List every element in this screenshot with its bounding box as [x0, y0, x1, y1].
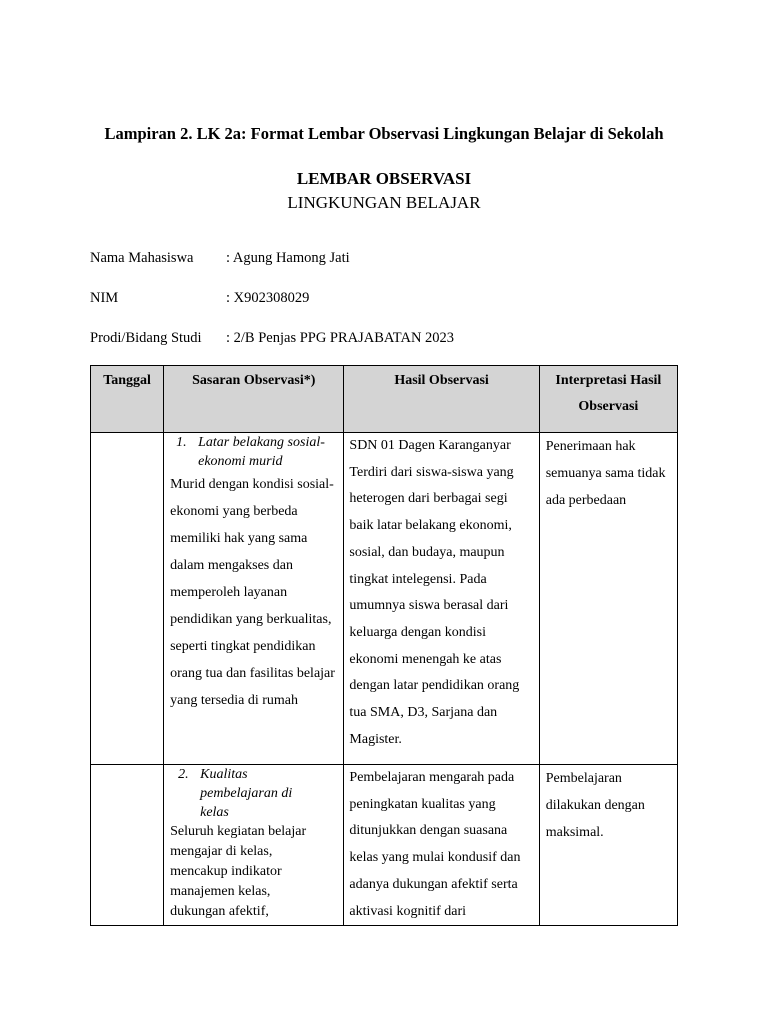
header-tanggal: Tanggal	[91, 366, 164, 433]
cell-interpretasi	[539, 765, 677, 926]
info-label: Prodi/Bidang Studi	[90, 330, 202, 346]
sasaran-description: Murid dengan kondisi sosial-ekonomi yang berbeda memiliki hak yang sama dalam mengakses dan memperoleh layanan pendidikan yang berkualitas, seperti tingkat pendidikan orang tua dan fasilitas belajar yang tersedia di rumah	[170, 477, 335, 708]
table-row	[91, 765, 678, 926]
info-row-prodi	[90, 330, 454, 347]
cell-tanggal	[91, 433, 164, 765]
sasaran-title	[164, 765, 343, 822]
document-subheading: LINGKUNGAN BELAJAR	[287, 193, 481, 212]
sasaran-title	[164, 433, 343, 471]
info-value: : Agung Hamong Jati	[226, 250, 350, 266]
hasil-text: Pembelajaran mengarah pada peningkatan kualitas yang ditunjukkan dengan suasana kelas yang mulai kondusif dan adanya dukungan afektif serta aktivasi kognitif dari	[349, 770, 521, 919]
page-title: Lampiran 2. LK 2a: Format Lembar Observasi Lingkungan Belajar di Sekolah	[104, 124, 664, 143]
header-hasil: Hasil Observasi	[344, 366, 539, 433]
table-row	[91, 433, 678, 765]
sasaran-description: Seluruh kegiatan belajar mengajar di kelas, mencakup indikator manajemen kelas, dukungan afektif,	[170, 824, 307, 919]
info-label: NIM	[90, 290, 119, 306]
interpretasi-text: Penerimaan hak semuanya sama tidak ada perbedaan	[545, 439, 666, 508]
hasil-text: SDN 01 Dagen Karanganyar Terdiri dari siswa-siswa yang heterogen dari berbagai segi baik latar belakang ekonomi, sosial, dan budaya, maupun tingkat intelegensi. Pada umumnya siswa berasal dari keluarga dengan kondisi ekonomi menengah ke atas dengan latar pendidikan orang tua SMA, D3, Sarjana dan Magister.	[349, 438, 520, 747]
list-number: 2.	[178, 767, 189, 782]
header-sasaran: Sasaran Observasi*)	[164, 366, 344, 433]
cell-sasaran	[164, 433, 344, 765]
interpretasi-text: Pembelajaran dilakukan dengan maksimal.	[545, 771, 645, 840]
cell-interpretasi	[539, 433, 677, 765]
header-interpretasi: Interpretasi Hasil Observasi	[539, 366, 677, 433]
cell-hasil	[344, 433, 539, 765]
info-value: : X902308029	[226, 290, 310, 306]
cell-tanggal	[91, 765, 164, 926]
cell-hasil	[344, 765, 539, 926]
table-header-row	[91, 366, 678, 433]
cell-sasaran	[164, 765, 344, 926]
sasaran-title-text: Kualitas pembelajaran di kelas	[200, 767, 293, 820]
sasaran-title-text: Latar belakang sosial-ekonomi murid	[198, 435, 325, 469]
document-heading: LEMBAR OBSERVASI	[296, 169, 472, 188]
info-row-nim	[90, 290, 309, 307]
list-number: 1.	[176, 435, 187, 450]
observation-table	[90, 365, 678, 926]
info-label: Nama Mahasiswa	[90, 250, 194, 266]
info-value: : 2/B Penjas PPG PRAJABATAN 2023	[226, 330, 455, 346]
info-row-nama	[90, 250, 350, 267]
